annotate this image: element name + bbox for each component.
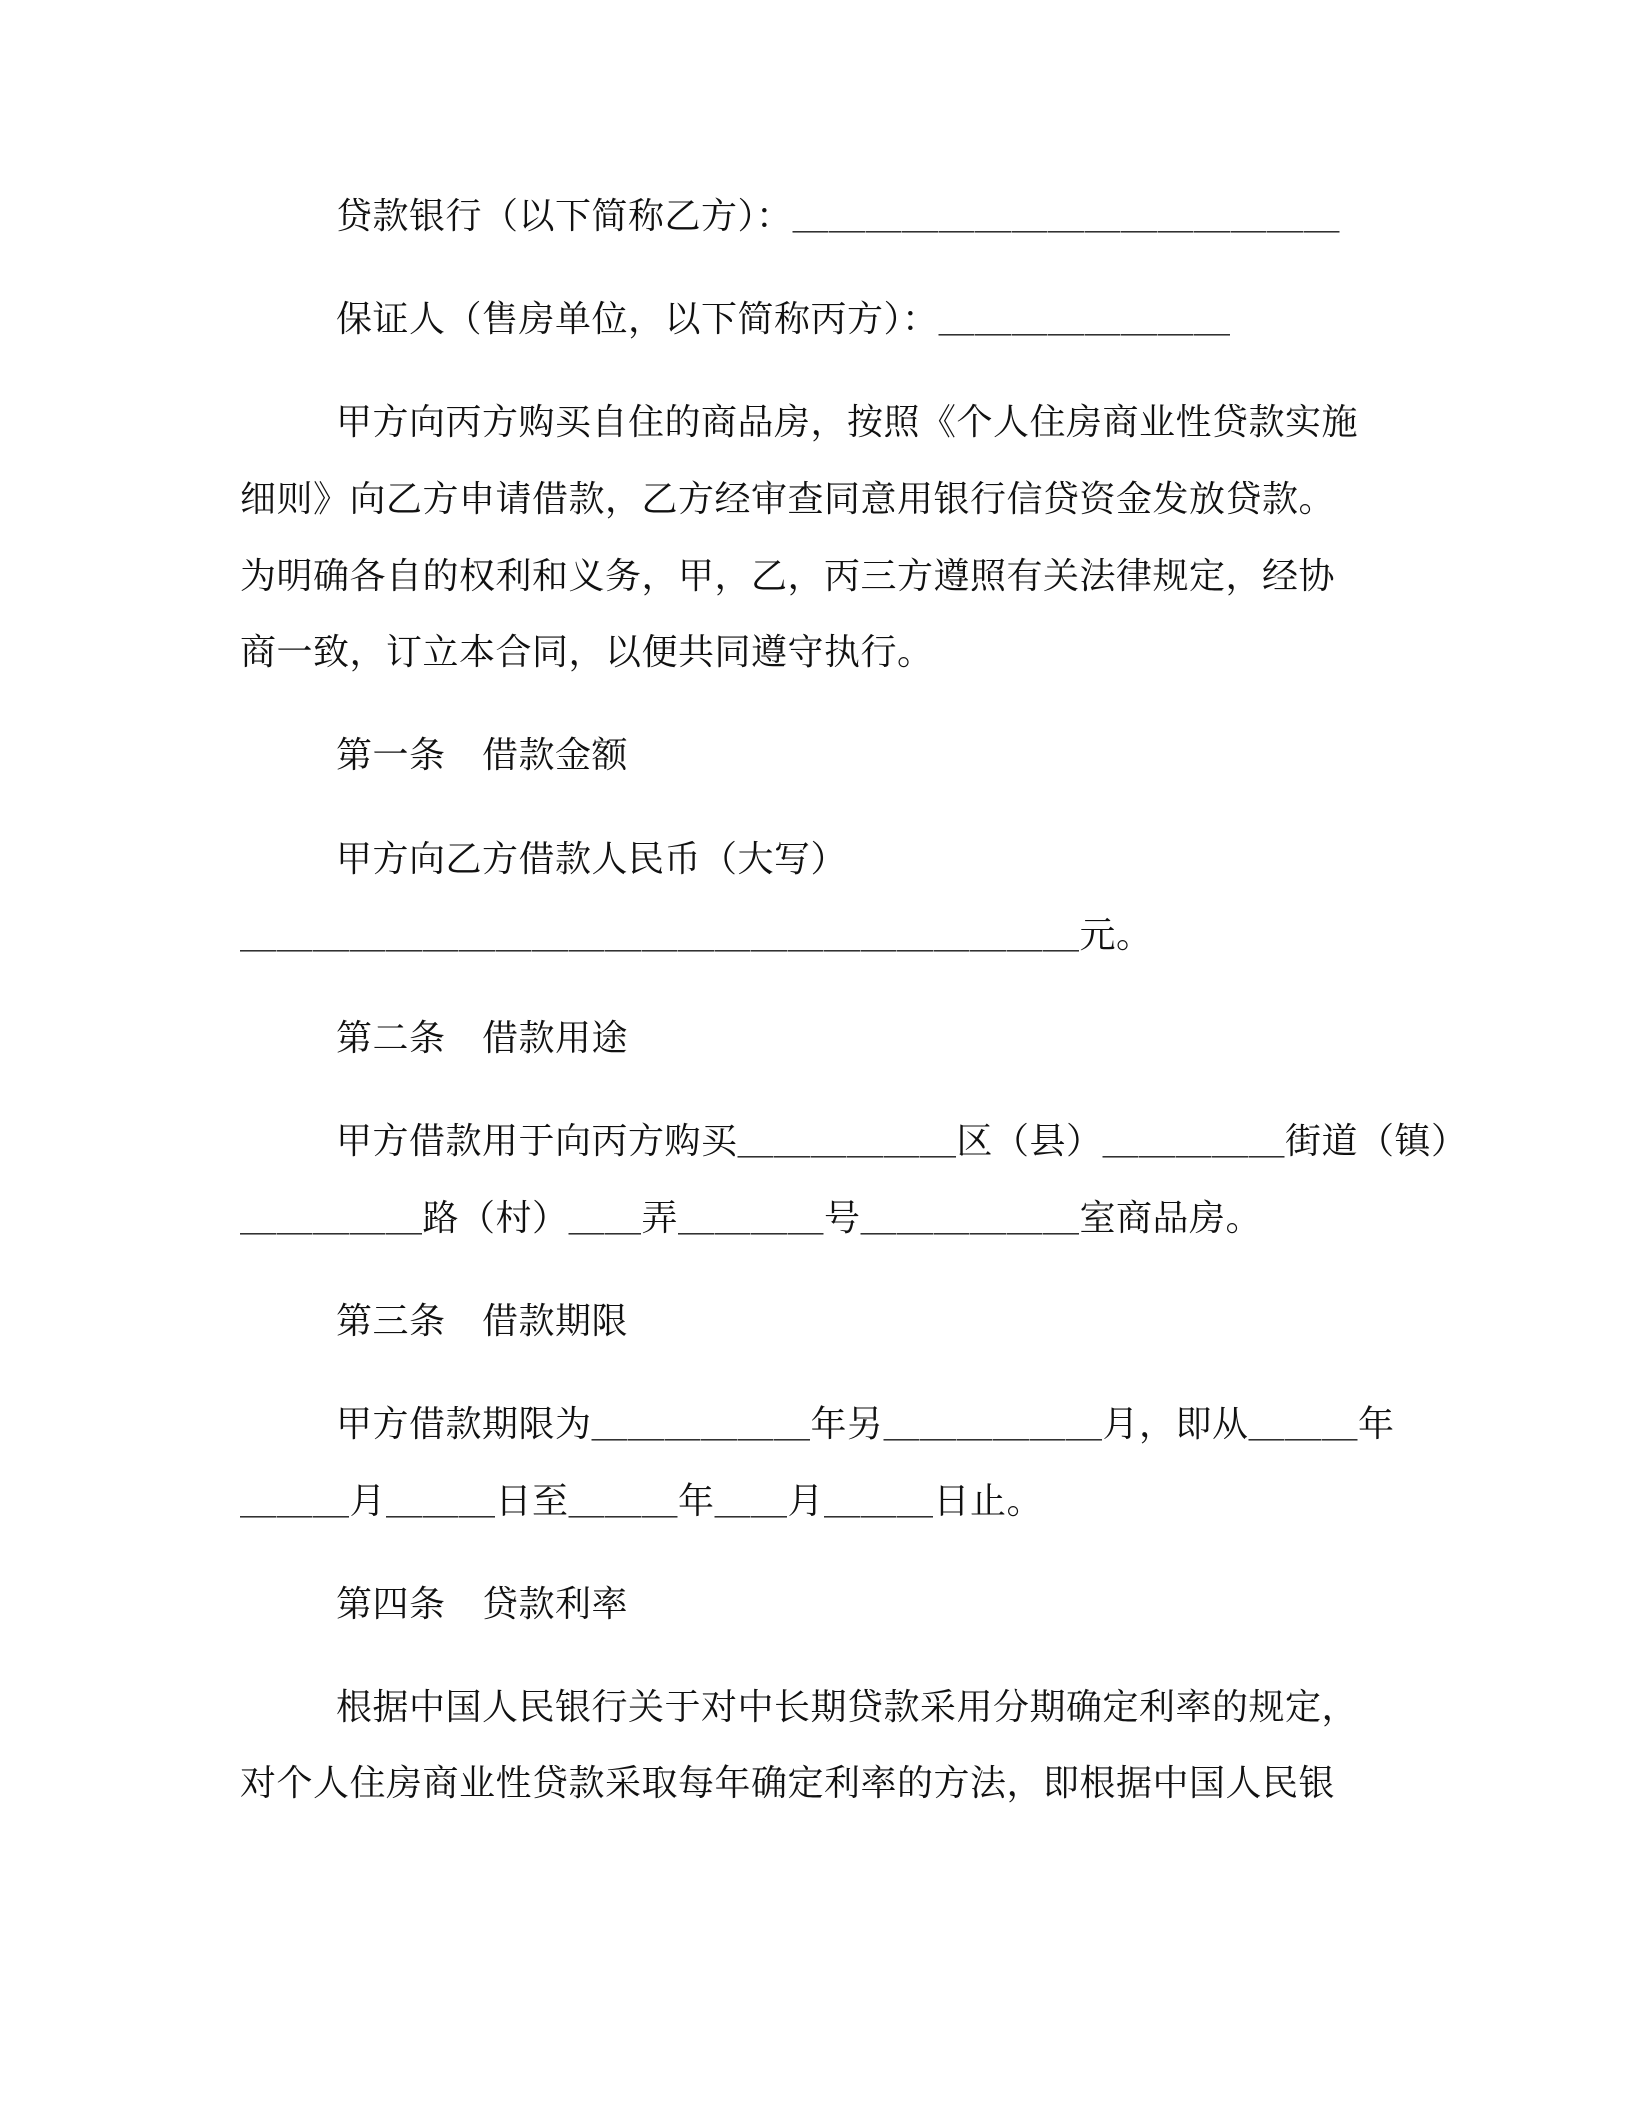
article-4-text-line-2: 对个人住房商业性贷款采取每年确定利率的方法，即根据中国人民银 <box>240 1763 1336 1804</box>
intro-paragraph-line-4: 商一致，订立本合同，以便共同遵守执行。 <box>240 632 934 673</box>
article-4-text-line-1: 根据中国人民银行关于对中长期贷款采用分期确定利率的规定， <box>336 1687 1359 1728</box>
article-1-text-line-1: 甲方向乙方借款人民币（大写） <box>336 839 848 880</box>
article-1-text-line-2: ＿＿＿＿＿＿＿＿＿＿＿＿＿＿＿＿＿＿＿＿＿＿＿元。 <box>240 915 1153 956</box>
article-2-text-line-2: ＿＿＿＿＿路（村）＿＿弄＿＿＿＿号＿＿＿＿＿＿室商品房。 <box>240 1198 1263 1239</box>
article-3-text-line-1: 甲方借款期限为＿＿＿＿＿＿年另＿＿＿＿＿＿月，即从＿＿＿年 <box>336 1404 1395 1445</box>
guarantor-line: 保证人（售房单位，以下简称丙方）：＿＿＿＿＿＿＿＿ <box>336 299 1231 340</box>
article-3-heading: 第三条 借款期限 <box>336 1301 629 1342</box>
article-4-heading: 第四条 贷款利率 <box>336 1584 629 1625</box>
article-3-text-line-2: ＿＿＿月＿＿＿日至＿＿＿年＿＿月＿＿＿日止。 <box>240 1481 1044 1522</box>
article-2-heading: 第二条 借款用途 <box>336 1018 629 1059</box>
article-1-heading: 第一条 借款金额 <box>336 735 629 776</box>
lender-bank-line: 贷款银行（以下简称乙方）：＿＿＿＿＿＿＿＿＿＿＿＿＿＿＿ <box>336 196 1341 237</box>
intro-paragraph-line-1: 甲方向丙方购买自住的商品房，按照《个人住房商业性贷款实施 <box>336 402 1359 443</box>
intro-paragraph-line-2: 细则》向乙方申请借款，乙方经审查同意用银行信贷资金发放贷款。 <box>240 479 1336 520</box>
article-2-text-line-1: 甲方借款用于向丙方购买＿＿＿＿＿＿区（县）＿＿＿＿＿街道（镇） <box>336 1121 1468 1162</box>
intro-paragraph-line-3: 为明确各自的权利和义务，甲，乙，丙三方遵照有关法律规定，经协 <box>240 556 1336 597</box>
